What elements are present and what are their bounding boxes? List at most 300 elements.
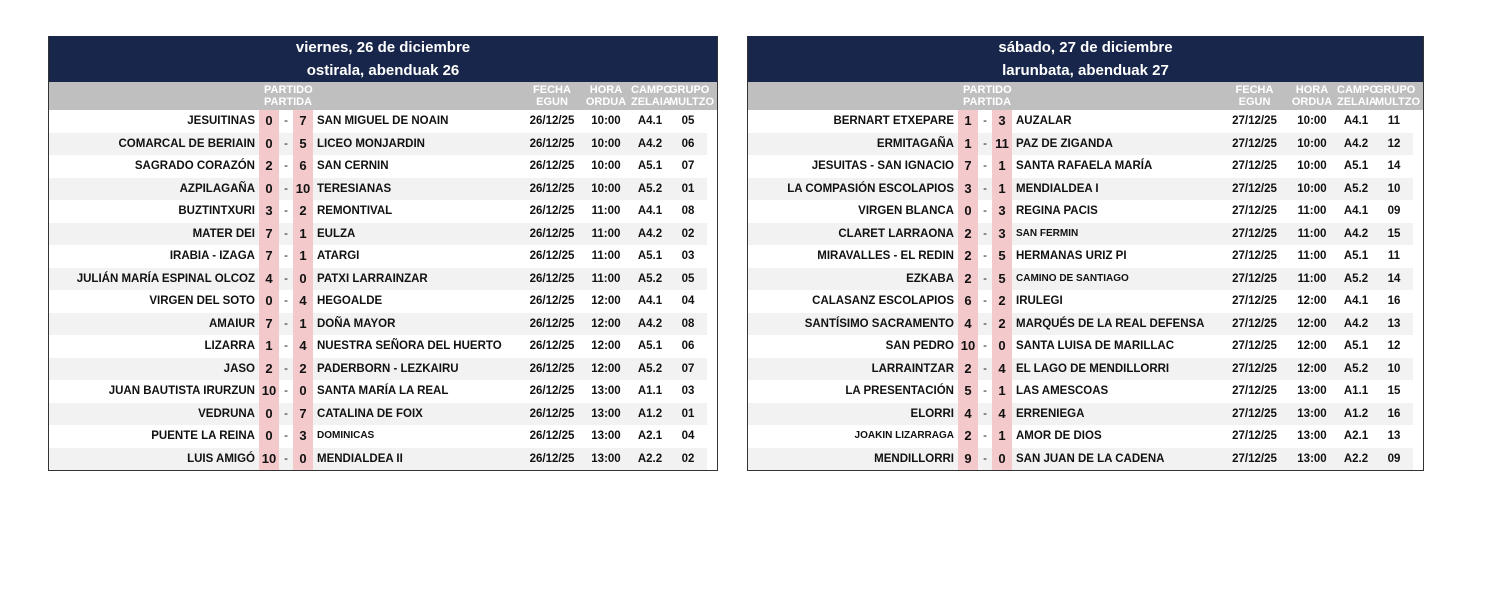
- home-score: 10: [259, 380, 279, 403]
- match-group: 11: [1387, 115, 1401, 127]
- match-group: 01: [669, 403, 707, 426]
- match-date: 26/12/25: [523, 178, 581, 201]
- home-team: PUENTE LA REINA: [151, 430, 255, 442]
- score-separator: -: [279, 133, 293, 156]
- match-row: [49, 200, 717, 223]
- away-team: HERMANAS URIZ PI: [1016, 250, 1127, 262]
- header-hora: HORA ORDUA: [585, 84, 627, 108]
- match-row: [748, 290, 1423, 313]
- match-group: 01: [669, 178, 707, 201]
- match-group: 06: [681, 340, 695, 352]
- match-row: [49, 290, 717, 313]
- home-score: 10: [958, 335, 978, 358]
- match-field: A5.1: [1343, 340, 1369, 352]
- match-group: 04: [681, 430, 695, 442]
- match-group: 03: [681, 385, 695, 397]
- away-team: SANTA LUISA DE MARILLAC: [1016, 340, 1175, 352]
- match-date: 26/12/25: [523, 313, 581, 336]
- home-team: BUZTINTXURI: [178, 205, 255, 217]
- match-time: 12:00: [1287, 358, 1337, 381]
- match-date: 27/12/25: [1222, 268, 1287, 291]
- away-score: 5: [992, 268, 1012, 291]
- score-separator: -: [983, 250, 987, 262]
- match-time: 12:00: [1297, 340, 1327, 352]
- match-date: 27/12/25: [1232, 385, 1277, 397]
- home-team: AMAIUR: [49, 313, 259, 336]
- away-team: DOMINICAS: [317, 430, 375, 441]
- match-time: 13:00: [591, 385, 621, 397]
- away-team: AMOR DE DIOS: [1016, 430, 1102, 442]
- home-score: 2: [259, 358, 279, 381]
- home-team: COMARCAL DE BERIAIN: [49, 133, 259, 156]
- match-date: 27/12/25: [1232, 430, 1277, 442]
- match-field: A4.1: [1343, 295, 1369, 307]
- home-score: 0: [259, 425, 279, 448]
- match-date: 27/12/25: [1232, 250, 1277, 262]
- score-separator: -: [978, 448, 992, 471]
- match-time: 13:00: [1297, 385, 1327, 397]
- match-date: 27/12/25: [1222, 178, 1287, 201]
- match-field: A4.2: [1337, 133, 1375, 156]
- away-team: DOÑA MAYOR: [313, 313, 523, 336]
- home-score: 7: [259, 245, 279, 268]
- away-team: PATXI LARRAINZAR: [313, 268, 523, 291]
- home-score: 9: [958, 448, 978, 471]
- home-score: 0: [259, 133, 279, 156]
- away-team: SAN CERNIN: [317, 160, 389, 172]
- score-separator: -: [279, 268, 293, 291]
- match-time: 11:00: [1297, 205, 1327, 217]
- match-field: A1.1: [637, 385, 663, 397]
- score-separator: -: [983, 205, 987, 217]
- match-date: 26/12/25: [529, 295, 575, 307]
- home-team: CALASANZ ESCOLAPIOS: [812, 295, 954, 307]
- away-score: 1: [992, 155, 1012, 178]
- score-separator: -: [983, 430, 987, 442]
- away-score: 3: [992, 200, 1012, 223]
- score-separator: -: [978, 268, 992, 291]
- home-score: 10: [259, 448, 279, 471]
- home-team: SAGRADO CORAZÓN: [134, 160, 255, 172]
- match-row: [748, 223, 1423, 246]
- match-field: A2.1: [637, 430, 663, 442]
- match-group: 07: [669, 358, 707, 381]
- match-group: 11: [1387, 250, 1401, 262]
- home-score: 7: [259, 313, 279, 336]
- match-row: [748, 178, 1423, 201]
- day-title: [748, 36, 1423, 82]
- match-field: A4.2: [631, 223, 669, 246]
- home-team: VEDRUNA: [49, 403, 259, 426]
- match-field: A1.2: [631, 403, 669, 426]
- match-row: [49, 155, 717, 178]
- home-score: 7: [958, 155, 978, 178]
- score-separator: -: [983, 160, 987, 172]
- home-score: 1: [958, 110, 978, 133]
- match-group: 16: [1375, 403, 1413, 426]
- score-separator: -: [284, 250, 288, 262]
- match-date: 26/12/25: [529, 385, 575, 397]
- away-team: EULZA: [313, 223, 523, 246]
- match-row: [748, 425, 1423, 448]
- match-time: 11:00: [1297, 250, 1327, 262]
- match-time: 11:00: [581, 268, 631, 291]
- match-row: [49, 425, 717, 448]
- match-group: 09: [1387, 205, 1401, 217]
- home-team: JULIÁN MARÍA ESPINAL OLCOZ: [49, 268, 259, 291]
- score-separator: -: [284, 340, 288, 352]
- day-title-es: sábado, 27 de diciembre: [998, 39, 1173, 56]
- match-group: 09: [1375, 448, 1413, 471]
- match-time: 13:00: [1287, 403, 1337, 426]
- header-partido: [259, 82, 313, 110]
- match-field: A5.1: [637, 340, 663, 352]
- score-separator: -: [983, 295, 987, 307]
- score-separator: -: [284, 115, 288, 127]
- away-score: 4: [992, 358, 1012, 381]
- header-hora: HORA ORDUA: [1291, 84, 1333, 108]
- match-group: 12: [1375, 133, 1413, 156]
- away-team: HEGOALDE: [317, 295, 383, 307]
- match-time: 10:00: [1297, 115, 1327, 127]
- match-time: 13:00: [591, 430, 621, 442]
- away-score: 0: [293, 380, 313, 403]
- score-separator: -: [284, 385, 288, 397]
- away-team: SANTA MARÍA LA REAL: [317, 385, 449, 397]
- header-grupo: GRUPO MULTZO: [669, 84, 715, 108]
- match-row: [748, 110, 1423, 133]
- away-score: 3: [992, 223, 1012, 246]
- match-group: 15: [1387, 385, 1401, 397]
- home-team: IRABIA - IZAGA: [169, 250, 255, 262]
- away-team: MENDIALDEA I: [1012, 178, 1222, 201]
- home-team: SAN PEDRO: [885, 340, 954, 352]
- match-field: A5.2: [1337, 268, 1375, 291]
- away-team: REGINA PACIS: [1016, 205, 1098, 217]
- away-team: EL LAGO DE MENDILLORRI: [1012, 358, 1222, 381]
- away-team: SAN JUAN DE LA CADENA: [1012, 448, 1222, 471]
- home-score: 0: [958, 200, 978, 223]
- match-group: 08: [681, 205, 695, 217]
- match-group: 04: [681, 295, 695, 307]
- match-date: 26/12/25: [529, 205, 575, 217]
- away-score: 1: [992, 425, 1012, 448]
- match-field: A1.2: [1337, 403, 1375, 426]
- match-field: A4.1: [1343, 115, 1369, 127]
- score-separator: -: [983, 115, 987, 127]
- match-field: A4.2: [631, 313, 669, 336]
- away-score: 5: [293, 133, 313, 156]
- score-separator: -: [983, 385, 987, 397]
- away-team: LAS AMESCOAS: [1016, 385, 1109, 397]
- home-team: VIRGEN DEL SOTO: [149, 295, 255, 307]
- score-separator: -: [279, 313, 293, 336]
- header-fecha: FECHA EGUN: [1235, 84, 1274, 108]
- match-group: 02: [669, 448, 707, 471]
- home-team: JASO: [49, 358, 259, 381]
- score-separator: -: [284, 295, 288, 307]
- match-field: A4.2: [631, 133, 669, 156]
- match-date: 26/12/25: [523, 403, 581, 426]
- match-field: A5.1: [1343, 160, 1369, 172]
- match-row: [748, 200, 1423, 223]
- match-field: A4.1: [1343, 205, 1369, 217]
- away-team: TERESIANAS: [313, 178, 523, 201]
- match-row: [748, 155, 1423, 178]
- match-time: 11:00: [591, 250, 621, 262]
- match-list: [49, 110, 717, 470]
- home-team: EZKABA: [748, 268, 958, 291]
- match-row: [49, 380, 717, 403]
- match-group: 05: [669, 268, 707, 291]
- home-score: 2: [958, 223, 978, 246]
- match-row: [748, 133, 1423, 156]
- match-field: A4.2: [1337, 313, 1375, 336]
- match-date: 26/12/25: [523, 448, 581, 471]
- match-row: [748, 380, 1423, 403]
- score-separator: -: [279, 448, 293, 471]
- away-team: LICEO MONJARDIN: [313, 133, 523, 156]
- home-team: CLARET LARRAONA: [748, 223, 958, 246]
- home-team: BERNART ETXEPARE: [833, 115, 954, 127]
- match-date: 26/12/25: [523, 133, 581, 156]
- away-score: 4: [992, 403, 1012, 426]
- away-score: 5: [992, 245, 1012, 268]
- away-team: SAN FERMIN: [1012, 223, 1222, 246]
- away-score: 2: [992, 313, 1012, 336]
- match-date: 26/12/25: [529, 250, 575, 262]
- match-date: 27/12/25: [1232, 340, 1277, 352]
- match-row: [49, 268, 717, 291]
- home-score: 0: [259, 403, 279, 426]
- match-date: 27/12/25: [1232, 205, 1277, 217]
- away-score: 4: [293, 335, 313, 358]
- match-field: A2.2: [631, 448, 669, 471]
- home-team: LARRAINTZAR: [748, 358, 958, 381]
- home-score: 0: [259, 178, 279, 201]
- match-time: 11:00: [1287, 268, 1337, 291]
- header-campo: CAMPO ZELAIA: [631, 84, 672, 108]
- away-score: 2: [293, 358, 313, 381]
- score-separator: -: [978, 178, 992, 201]
- match-row: [49, 110, 717, 133]
- away-score: 3: [293, 425, 313, 448]
- match-row: [49, 448, 717, 471]
- match-time: 10:00: [1287, 178, 1337, 201]
- match-field: A5.2: [631, 178, 669, 201]
- away-score: 7: [293, 110, 313, 133]
- match-row: [748, 335, 1423, 358]
- match-group: 13: [1375, 313, 1413, 336]
- score-separator: -: [279, 403, 293, 426]
- match-date: 27/12/25: [1222, 133, 1287, 156]
- match-date: 26/12/25: [529, 160, 575, 172]
- header-partido-eu: PARTIDA: [264, 96, 313, 108]
- match-group: 03: [681, 250, 695, 262]
- away-team: REMONTIVAL: [317, 205, 393, 217]
- score-separator: -: [284, 430, 288, 442]
- home-team: LA COMPASIÓN ESCOLAPIOS: [748, 178, 958, 201]
- schedule-friday: [48, 36, 718, 471]
- home-score: 4: [259, 268, 279, 291]
- match-field: A2.2: [1337, 448, 1375, 471]
- match-time: 13:00: [581, 448, 631, 471]
- away-score: 2: [293, 200, 313, 223]
- away-team: PADERBORN - LEZKAIRU: [313, 358, 523, 381]
- match-time: 12:00: [581, 358, 631, 381]
- match-field: A5.1: [637, 250, 663, 262]
- column-headers: [748, 82, 1423, 110]
- home-team: ERMITAGAÑA: [748, 133, 958, 156]
- match-time: 11:00: [1287, 223, 1337, 246]
- home-team: LA PRESENTACIÓN: [845, 385, 954, 397]
- score-separator: -: [279, 178, 293, 201]
- column-headers: [49, 82, 717, 110]
- match-row: [49, 313, 717, 336]
- match-row: [748, 358, 1423, 381]
- match-row: [49, 178, 717, 201]
- match-field: A5.2: [631, 358, 669, 381]
- match-row: [49, 335, 717, 358]
- match-date: 26/12/25: [529, 430, 575, 442]
- home-score: 0: [259, 110, 279, 133]
- header-partido-es: PARTIDO: [264, 84, 313, 96]
- away-score: 11: [992, 133, 1012, 156]
- match-field: A5.2: [1337, 358, 1375, 381]
- score-separator: -: [978, 133, 992, 156]
- header-campo: CAMPO ZELAIA: [1337, 84, 1378, 108]
- away-team: MARQUÉS DE LA REAL DEFENSA: [1012, 313, 1222, 336]
- match-time: 12:00: [591, 340, 621, 352]
- match-field: A4.1: [637, 205, 663, 217]
- home-score: 1: [958, 133, 978, 156]
- day-title-eu: ostirala, abenduak 26: [306, 62, 460, 79]
- match-group: 14: [1387, 160, 1401, 172]
- home-score: 6: [958, 290, 978, 313]
- match-group: 16: [1387, 295, 1401, 307]
- home-team: JOAKIN LIZARRAGA: [854, 430, 954, 441]
- match-row: [49, 245, 717, 268]
- score-separator: -: [284, 160, 288, 172]
- match-time: 10:00: [1287, 133, 1337, 156]
- away-score: 0: [992, 335, 1012, 358]
- home-score: 7: [259, 223, 279, 246]
- away-score: 0: [992, 448, 1012, 471]
- match-time: 12:00: [591, 295, 621, 307]
- away-score: 1: [293, 313, 313, 336]
- home-team: VIRGEN BLANCA: [858, 205, 954, 217]
- score-separator: -: [279, 223, 293, 246]
- match-field: A4.1: [637, 115, 663, 127]
- score-separator: -: [978, 313, 992, 336]
- day-title-es: viernes, 26 de diciembre: [295, 39, 471, 56]
- home-score: 2: [958, 268, 978, 291]
- match-time: 10:00: [591, 115, 621, 127]
- away-team: ERRENIEGA: [1012, 403, 1222, 426]
- away-score: 4: [293, 290, 313, 313]
- home-team: MENDILLORRI: [748, 448, 958, 471]
- match-time: 10:00: [1297, 160, 1327, 172]
- match-group: 13: [1387, 430, 1401, 442]
- match-date: 27/12/25: [1232, 115, 1277, 127]
- home-team: JESUITINAS: [187, 115, 255, 127]
- match-group: 02: [669, 223, 707, 246]
- away-team: NUESTRA SEÑORA DEL HUERTO: [317, 340, 502, 352]
- match-time: 10:00: [591, 160, 621, 172]
- home-team: ELORRI: [748, 403, 958, 426]
- match-field: A5.2: [631, 268, 669, 291]
- home-score: 2: [259, 155, 279, 178]
- match-field: A5.2: [1337, 178, 1375, 201]
- home-score: 1: [259, 335, 279, 358]
- match-group: 12: [1387, 340, 1401, 352]
- match-date: 27/12/25: [1222, 313, 1287, 336]
- match-row: [748, 403, 1423, 426]
- score-separator: -: [978, 223, 992, 246]
- home-team: AZPILAGAÑA: [49, 178, 259, 201]
- match-field: A4.2: [1337, 223, 1375, 246]
- home-team: LIZARRA: [204, 340, 255, 352]
- match-date: 26/12/25: [523, 223, 581, 246]
- home-score: 5: [958, 380, 978, 403]
- match-row: [49, 403, 717, 426]
- match-date: 27/12/25: [1222, 223, 1287, 246]
- match-time: 11:00: [591, 205, 621, 217]
- away-team: CATALINA DE FOIX: [313, 403, 523, 426]
- match-group: 14: [1375, 268, 1413, 291]
- match-row: [748, 268, 1423, 291]
- away-team: SANTA RAFAELA MARÍA: [1016, 160, 1153, 172]
- away-team: CAMINO DE SANTIAGO: [1012, 268, 1222, 291]
- match-field: A5.1: [637, 160, 663, 172]
- match-row: [748, 448, 1423, 471]
- schedule-saturday: [747, 36, 1424, 471]
- match-row: [748, 313, 1423, 336]
- away-score: 0: [293, 268, 313, 291]
- match-group: 15: [1375, 223, 1413, 246]
- match-time: 10:00: [581, 133, 631, 156]
- match-date: 27/12/25: [1232, 160, 1277, 172]
- away-score: 2: [992, 290, 1012, 313]
- home-score: 4: [958, 313, 978, 336]
- match-group: 07: [681, 160, 695, 172]
- home-score: 2: [958, 425, 978, 448]
- match-group: 06: [669, 133, 707, 156]
- match-time: 13:00: [581, 403, 631, 426]
- match-row: [49, 133, 717, 156]
- home-team: MATER DEI: [49, 223, 259, 246]
- away-score: 7: [293, 403, 313, 426]
- match-date: 27/12/25: [1222, 448, 1287, 471]
- away-team: PAZ DE ZIGANDA: [1012, 133, 1222, 156]
- score-separator: -: [978, 403, 992, 426]
- match-date: 27/12/25: [1232, 295, 1277, 307]
- match-time: 13:00: [1297, 430, 1327, 442]
- header-partido: [958, 82, 1012, 110]
- away-score: 1: [992, 380, 1012, 403]
- home-team: MIRAVALLES - EL REDIN: [817, 250, 954, 262]
- match-row: [49, 223, 717, 246]
- match-row: [49, 358, 717, 381]
- day-title: [49, 36, 717, 82]
- away-team: AUZALAR: [1016, 115, 1072, 127]
- home-score: 2: [958, 358, 978, 381]
- match-date: 26/12/25: [529, 340, 575, 352]
- match-time: 12:00: [1287, 313, 1337, 336]
- match-time: 10:00: [581, 178, 631, 201]
- away-score: 1: [992, 178, 1012, 201]
- match-date: 27/12/25: [1222, 403, 1287, 426]
